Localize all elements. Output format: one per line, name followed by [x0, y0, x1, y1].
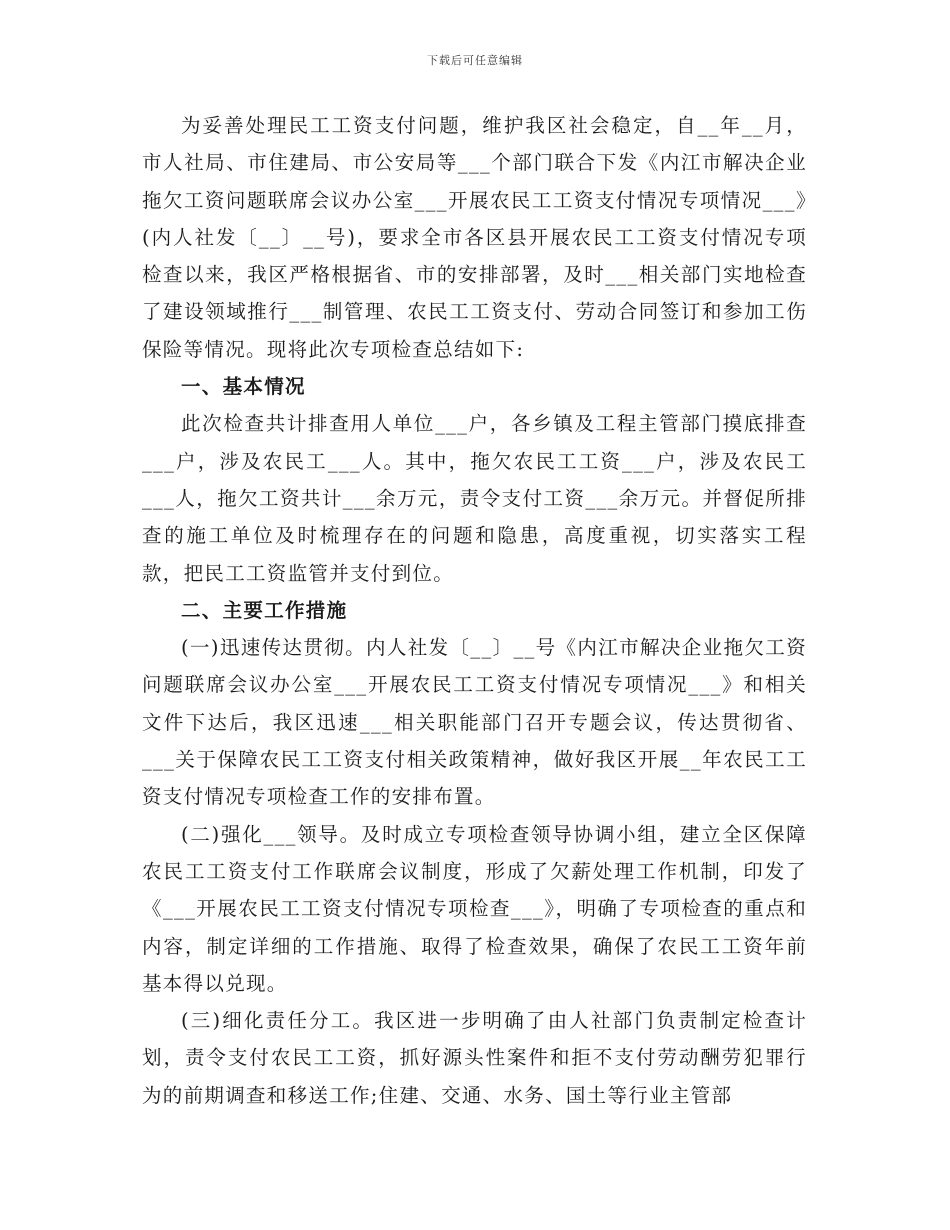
page-header-note: 下载后可任意编辑 — [427, 54, 523, 67]
section-heading-basic-situation: 一、基本情况 — [181, 375, 306, 399]
document-body — [142, 107, 807, 1114]
intro-paragraph: 为妥善处理民工工资支付问题，维护我区社会稳定，自__年__月，市人社局、市住建局、市公安局等___个部门联合下发《内江市解决企业拖欠工资问题联席会议办公室___开展农民工工资支付情况专项情况___》(内人社发〔__〕__号)，要求全市各区县开展农民工工资支付情况专项检查以来，我区严格根据省、市的安排部署，及时___相关部门实地检查了建设领域推行___制管理、农民工工资支付、劳动合同签订和参加工伤保险等情况。现将此次专项检查总结如下: — [142, 114, 807, 361]
basic-situation-paragraph: 此次检查共计排查用人单位___户，各乡镇及工程主管部门摸底排查___户，涉及农民工___人。其中，拖欠农民工工资___户，涉及农民工___人，拖欠工资共计___余万元，责令支付工资___余万元。并督促所排查的施工单位及时梳理存在的问题和隐患，高度重视，切实落实工程款，把民工工资监管并支付到位。 — [142, 412, 807, 585]
measure-item-2: (二)强化___领导。及时成立专项检查领导协调小组，建立全区保障农民工工资支付工作联席会议制度，形成了欠薪处理工作机制，印发了《___开展农民工工资支付情况专项检查___》，明确了专项检查的重点和内容，制定详细的工作措施、取得了检查效果，确保了农民工工资年前基本得以兑现。 — [142, 822, 807, 995]
section-heading-main-measures: 二、主要工作措施 — [181, 598, 348, 622]
measure-item-1: (一)迅速传达贯彻。内人社发〔__〕__号《内江市解决企业拖欠工资问题联席会议办公室___开展农民工工资支付情况专项情况___》和相关文件下达后，我区迅速___相关职能部门召开专题会议，传达贯彻省、___关于保障农民工工资支付相关政策精神，做好我区开展__年农民工工资支付情况专项检查工作的安排布置。 — [142, 636, 807, 809]
measure-item-3: (三)细化责任分工。我区进一步明确了由人社部门负责制定检查计划，责令支付农民工工资，抓好源头性案件和拒不支付劳动酬劳犯罪行为的前期调查和移送工作;住建、交通、水务、国土等行业主管部 — [142, 1009, 807, 1107]
